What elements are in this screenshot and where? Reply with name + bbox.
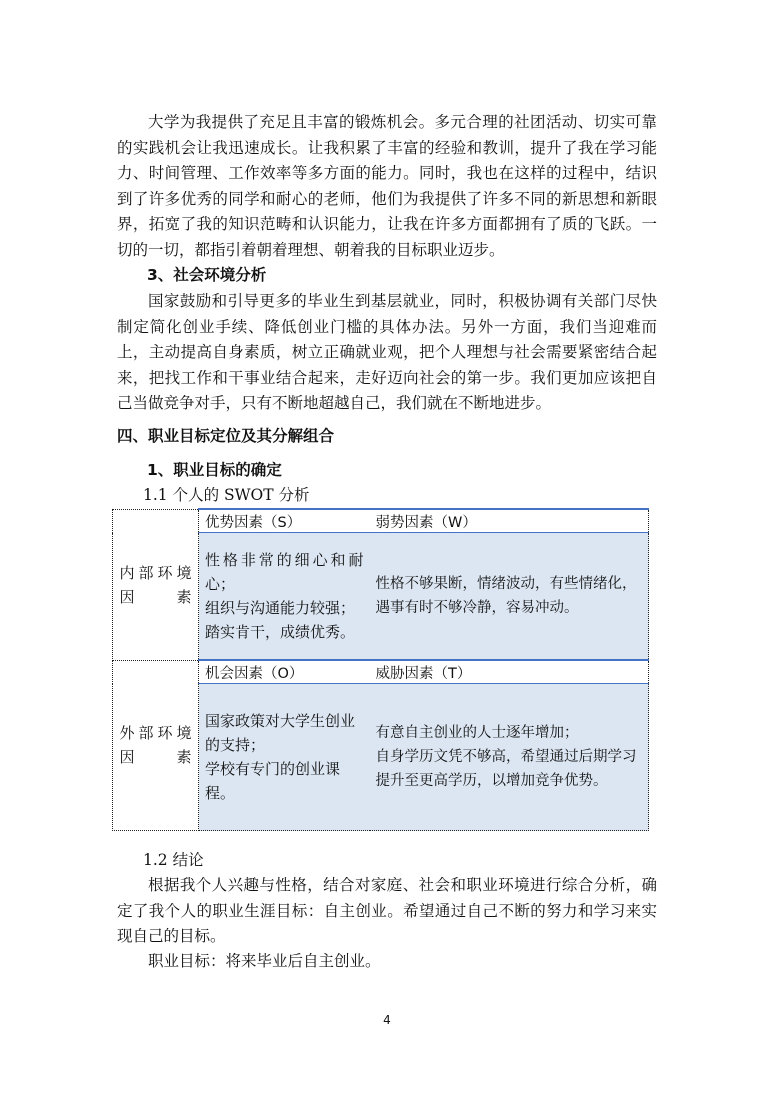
section-heading-social-environment: 3、社会环境分析	[147, 266, 267, 284]
page-number: 4	[383, 1013, 391, 1027]
paragraph-university-opportunities: 大学为我提供了充足且丰富的锻炼机会。多元合理的社团活动、切实可靠的实践机会让我迅速成长。让我积累了丰富的经验和教训，提升了我在学习能力、时间管理、工作效率等多方面的能力。同时，我也在这样的过程中，结识到了许多优秀的同学和耐心的老师，他们为我提供了许多不同的新思想和新眼界，拓宽了我的知识范畴和认识能力，让我在许多方面都拥有了质的飞跃。一切的一切，都指引着朝着理想、朝着我的目标职业迈步。	[117, 113, 657, 259]
paragraph-career-goal: 职业目标：将来毕业后自主创业。	[148, 952, 381, 970]
chapter-heading-career-goal: 四、职业目标定位及其分解组合	[117, 427, 335, 445]
internal-factors-label: 内部环境因素	[113, 509, 199, 660]
subsection-heading-conclusion: 1.2 结论	[143, 851, 204, 869]
paragraph-conclusion: 根据我个人兴趣与性格，结合对家庭、社会和职业环境进行综合分析，确定了我个人的职业生涯目标：自主创业。希望通过自己不断的努力和学习来实现自己的目标。	[117, 876, 657, 945]
external-factors-label: 外部环境因素	[113, 660, 199, 831]
threats-header: 威胁因素（T）	[370, 660, 649, 684]
strengths-cell: 性格非常的细心和耐心； 组织与沟通能力较强； 踏实肯干，成绩优秀。	[199, 533, 370, 661]
strengths-header: 优势因素（S）	[199, 509, 370, 533]
section-heading-goal-determination: 1、职业目标的确定	[147, 461, 282, 479]
opportunities-header: 机会因素（O）	[199, 660, 370, 684]
paragraph-social-environment: 国家鼓励和引导更多的毕业生到基层就业，同时，积极协调有关部门尽快制定简化创业手续、降低创业门槛的具体办法。另外一方面，我们当迎难而上，主动提高自身素质，树立正确就业观，把个人理想与社会需要紧密结合起来，把找工作和干事业结合起来，走好迈向社会的第一步。我们更加应该把自己当做竞争对手，只有不断地超越自己，我们就在不断地进步。	[117, 292, 657, 412]
threats-cell: 有意自主创业的人士逐年增加； 自身学历文凭不够高，希望通过后期学习提升至更高学历，以增加竞争优势。	[370, 684, 649, 831]
subsection-heading-swot: 1.1 个人的 SWOT 分析	[143, 486, 310, 504]
swot-table	[112, 508, 649, 831]
weaknesses-cell: 性格不够果断，情绪波动，有些情绪化，遇事有时不够冷静，容易冲动。	[370, 533, 649, 661]
weaknesses-header: 弱势因素（W）	[370, 509, 649, 533]
opportunities-cell: 国家政策对大学生创业的支持； 学校有专门的创业课程。	[199, 684, 370, 831]
